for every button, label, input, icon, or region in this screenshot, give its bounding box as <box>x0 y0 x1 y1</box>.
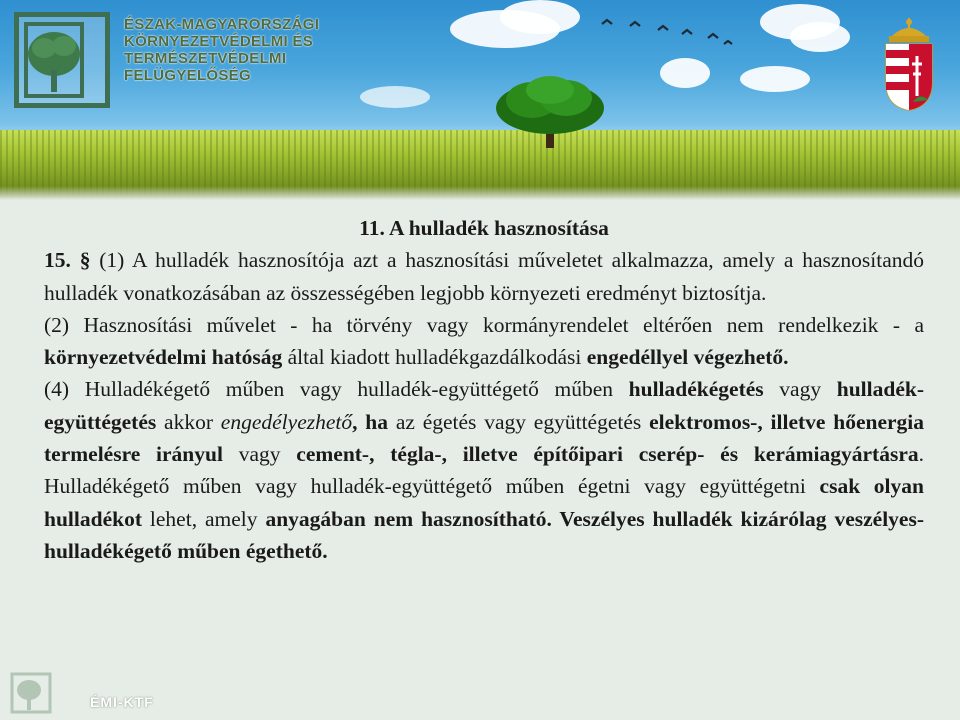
cloud <box>740 66 810 92</box>
paragraph-text: az égetés vagy együttégetés <box>388 409 650 434</box>
emphasis-bold: anyagában nem hasznosítható. Veszélyes hulladék kizárólag veszélyes-hulladékégető műben égethető. <box>44 506 924 563</box>
cloud <box>360 86 430 108</box>
section-heading: 11. A hulladék hasznosítása <box>359 216 609 240</box>
section-number: 15. <box>44 248 71 273</box>
birds-icon <box>600 14 740 54</box>
emphasis-bold: , ha <box>352 409 389 434</box>
org-name-line: FELÜGYELŐSÉG <box>124 67 251 84</box>
paragraph-text: által kiadott hulladékgazdálkodási <box>282 345 587 370</box>
emphasis-bold: hulladékégetés <box>628 377 764 402</box>
paragraph-text: vagy <box>763 377 837 402</box>
paragraph-text: (2) Hasznosítási művelet - ha törvény vagy kormányrendelet eltérően nem rendelkezik - a <box>44 312 924 337</box>
coat-of-arms-icon <box>880 16 938 112</box>
paragraph-1 <box>44 244 924 309</box>
emphasis-bold: elektromos-, illetve hőenergia termelésre irányul <box>44 409 925 467</box>
paragraph-text: vagy <box>222 442 297 467</box>
emphasis-bold: cement-, tégla-, illetve építőipari cserép- és kerámiagyártásra <box>296 442 919 467</box>
banner-fade <box>0 186 960 200</box>
header-banner <box>0 0 960 200</box>
cloud <box>500 0 580 34</box>
emphasis-bold: környezetvédelmi hatóság <box>44 345 283 370</box>
org-name-line: KÖRNYEZETVÉDELMI ÉS <box>124 33 314 50</box>
tree-logo-icon <box>14 12 110 108</box>
footer-tree-logo-icon <box>10 672 52 714</box>
footer-brand: ÉMI-KTF <box>90 694 154 710</box>
org-name-line: ÉSZAK-MAGYARORSZÁGI <box>124 16 320 33</box>
emphasis-bold: engedéllyel végezhető. <box>586 345 789 370</box>
section-sign: § <box>79 248 91 273</box>
emphasis-bold: csak olyan hulladékot <box>44 474 924 531</box>
paragraph-text: lehet, amely <box>141 506 266 531</box>
cloud <box>660 58 710 88</box>
document-body <box>44 212 924 567</box>
emphasis-bold: hulladék-együttégetés <box>44 377 924 434</box>
paragraph-text: (1) A hulladék hasznosítója azt a hasznosítási műveletet alkalmazza, amely a hasznosítandó hulladék vonatkozásában az összességében legjobb környezeti eredményt biztosítja. <box>44 248 925 305</box>
org-name-line: TERMÉSZETVÉDELMI <box>124 50 287 67</box>
cloud <box>790 22 850 52</box>
paragraph-2 <box>44 309 924 374</box>
paragraph-4 <box>44 373 924 567</box>
paragraph-text: akkor <box>156 409 221 434</box>
tree-icon <box>490 74 610 152</box>
paragraph-text: . Hulladékégető műben vagy hulladék-együttégető műben égetni vagy együttégetni <box>44 442 924 499</box>
paragraph-text: (4) Hulladékégető műben vagy hulladék-együttégető műben <box>44 377 629 402</box>
emphasis-italic: engedélyezhető <box>220 409 353 434</box>
organization-name <box>124 16 319 84</box>
